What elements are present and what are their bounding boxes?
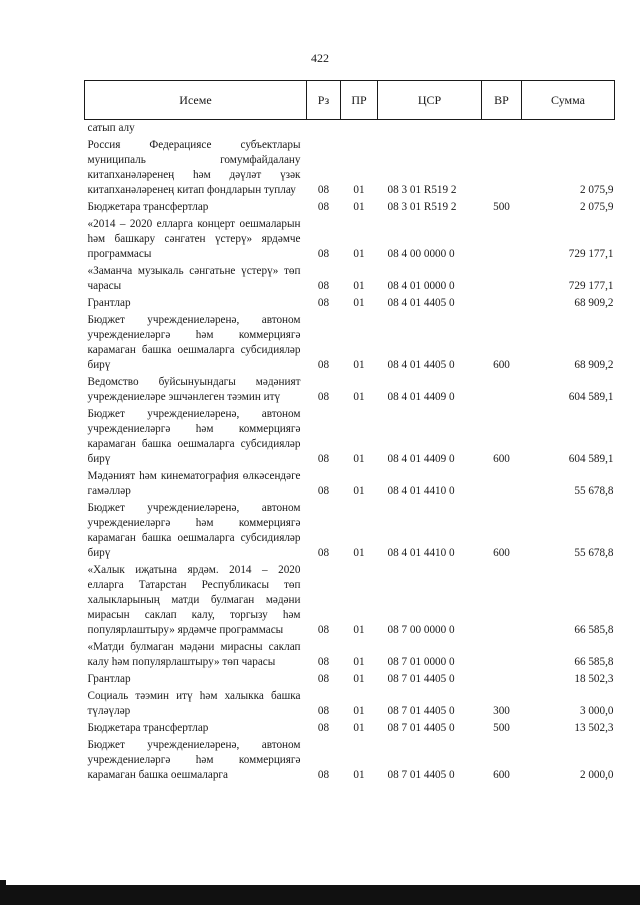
cell-sum: 66 585,8: [574, 624, 614, 636]
cell-name: Бюджет учреждениеләренә, автоном учреждениеләргә һәм коммерциягә карамаган башка оешмаларга субсидияләр бирү: [87, 502, 301, 559]
cell-pr: 01: [353, 673, 365, 685]
cell-vr: [482, 137, 522, 199]
cell-vr: [482, 671, 522, 688]
header-vr: ВР: [482, 81, 522, 120]
table-row: [85, 199, 615, 216]
cell-name: Россия Федерациясе субъектлары муниципаль гомумфайдалану китапханәләренең һәм дәүләт үзәк китапханәләренең китап фондларын туплау: [87, 139, 301, 196]
cell-sum: 2 075,9: [579, 184, 614, 196]
cell-rz: 08: [317, 280, 330, 292]
cell-sum: 604 589,1: [568, 453, 614, 465]
cell-rz: 08: [317, 547, 330, 559]
cell-vr: 600: [493, 547, 510, 559]
cell-vr: 500: [493, 722, 510, 734]
table-row: [85, 295, 615, 312]
cell-name: сатып алу: [87, 122, 135, 134]
cell-vr: 600: [493, 453, 510, 465]
cell-sum: 68 909,2: [574, 297, 614, 309]
cell-sum: 66 585,8: [574, 656, 614, 668]
scan-footer-bar: [0, 885, 640, 905]
cell-pr: 01: [353, 485, 365, 497]
cell-vr: 600: [493, 359, 510, 371]
cell-csr: 08 4 01 4410 0: [387, 485, 455, 497]
cell-name: «Матди булмаган мәдәни мирасны саклап калу һәм популярлаштыру» төп чарасы: [87, 641, 301, 668]
cell-rz: 08: [317, 485, 330, 497]
cell-rz: 08: [317, 722, 330, 734]
cell-csr: 08 4 00 0000 0: [387, 248, 455, 260]
cell-csr: 08 7 01 4405 0: [387, 722, 455, 734]
cell-name: Грантлар: [87, 297, 131, 309]
cell-rz: 08: [317, 705, 330, 717]
cell-vr: [482, 468, 522, 500]
cell-vr: [482, 374, 522, 406]
table-header: [85, 81, 615, 120]
cell-pr: 01: [353, 280, 365, 292]
cell-sum: 55 678,8: [574, 485, 614, 497]
cell-pr: 01: [353, 297, 365, 309]
cell-name: Бюджет учреждениеләренә, автоном учреждениеләргә һәм коммерциягә карамаган башка оешмаларга: [87, 739, 301, 781]
cell-rz: 08: [317, 656, 330, 668]
table-row: [85, 406, 615, 468]
table-row: [85, 737, 615, 784]
cell-pr: 01: [353, 184, 365, 196]
cell-pr: 01: [353, 656, 365, 668]
cell-csr: 08 7 00 0000 0: [387, 624, 455, 636]
cell-pr: 01: [353, 201, 365, 213]
cell-csr: 08 4 01 4405 0: [387, 359, 455, 371]
cell-name: Бюджетара трансфертлар: [87, 722, 209, 734]
table-row: [85, 562, 615, 639]
cell-name: «Заманча музыкаль сәнгатьне үстерү» төп чарасы: [87, 265, 301, 292]
cell-pr: 01: [353, 359, 365, 371]
cell-csr: 08 7 01 4405 0: [387, 705, 455, 717]
table-row: [85, 216, 615, 263]
cell-rz: 08: [317, 184, 330, 196]
cell-rz: 08: [317, 769, 330, 781]
cell-sum: 3 000,0: [579, 705, 614, 717]
cell-pr: 01: [353, 769, 365, 781]
cell-csr: 08 7 01 0000 0: [387, 656, 455, 668]
header-pr: ПР: [341, 81, 378, 120]
cell-name: Бюджет учреждениеләренә, автоном учреждениеләргә һәм коммерциягә карамаган башка оешмаларга субсидияләр бирү: [87, 314, 301, 371]
budget-table: [84, 80, 615, 784]
cell-rz: 08: [317, 201, 330, 213]
table-row: [85, 468, 615, 500]
table-body: [85, 120, 615, 785]
table-row: [85, 374, 615, 406]
table-row: [85, 263, 615, 295]
cell-rz: 08: [317, 248, 330, 260]
cell-sum: 18 502,3: [574, 673, 614, 685]
cell-pr: 01: [353, 248, 365, 260]
cell-csr: 08 3 01 R519 2: [387, 201, 457, 213]
cell-pr: [341, 120, 378, 138]
cell-vr: [482, 216, 522, 263]
table-row: [85, 500, 615, 562]
table-row: [85, 639, 615, 671]
cell-csr: 08 7 01 4405 0: [387, 769, 455, 781]
table-row: [85, 688, 615, 720]
cell-name: Бюджетара трансфертлар: [87, 201, 209, 213]
cell-sum: 13 502,3: [574, 722, 614, 734]
cell-vr: [482, 295, 522, 312]
cell-rz: 08: [317, 359, 330, 371]
cell-csr: 08 4 01 4410 0: [387, 547, 455, 559]
table-row: [85, 312, 615, 374]
cell-csr: 08 4 01 4409 0: [387, 391, 455, 403]
cell-vr: 300: [493, 705, 510, 717]
cell-name: Социаль тәэмин итү һәм халыкка башка түләүләр: [87, 690, 301, 717]
header-rz: Рз: [307, 81, 341, 120]
cell-vr: 500: [493, 201, 510, 213]
header-name: Исеме: [85, 81, 307, 120]
cell-rz: 08: [317, 673, 330, 685]
cell-name: Ведомство буйсынуындагы мәдәният учреждениеләре эшчәнлеген тәэмин итү: [87, 376, 301, 403]
cell-csr: 08 4 01 4405 0: [387, 297, 455, 309]
cell-vr: [482, 639, 522, 671]
cell-sum: 55 678,8: [574, 547, 614, 559]
cell-rz: [307, 120, 341, 138]
table-row: [85, 137, 615, 199]
cell-csr: [378, 120, 482, 138]
cell-pr: 01: [353, 705, 365, 717]
cell-csr: 08 4 01 4409 0: [387, 453, 455, 465]
table-row: [85, 671, 615, 688]
cell-sum: 729 177,1: [568, 280, 614, 292]
cell-rz: 08: [317, 391, 330, 403]
header-sum: Сумма: [522, 81, 615, 120]
cell-sum: 729 177,1: [568, 248, 614, 260]
page-number: 422: [311, 51, 329, 65]
cell-sum: 2 000,0: [579, 769, 614, 781]
table-row: [85, 720, 615, 737]
cell-csr: 08 4 01 0000 0: [387, 280, 455, 292]
table-row: [85, 120, 615, 138]
cell-name: Бюджет учреждениеләренә, автоном учреждениеләргә һәм коммерциягә карамаган башка оешмаларга субсидияләр бирү: [87, 408, 301, 465]
cell-vr: [482, 562, 522, 639]
cell-sum: [522, 120, 615, 138]
cell-name: «2014 – 2020 елларга концерт оешмаларын һәм башкару сәнгатен үстерү» ярдәмче программасы: [87, 218, 301, 260]
cell-name: «Халык иҗатына ярдәм. 2014 – 2020 елларга Татарстан Республикасы төп халыкларының матди булмаган мәдәни мирасын саклап калу, торгызу һәм популярлаштыру» ярдәмче программасы: [87, 564, 301, 636]
cell-pr: 01: [353, 547, 365, 559]
cell-pr: 01: [353, 722, 365, 734]
cell-sum: 604 589,1: [568, 391, 614, 403]
cell-vr: [482, 263, 522, 295]
cell-name: Мәдәният һәм кинематография өлкәсендәге гамәлләр: [87, 470, 301, 497]
cell-rz: 08: [317, 624, 330, 636]
cell-sum: 68 909,2: [574, 359, 614, 371]
cell-csr: 08 7 01 4405 0: [387, 673, 455, 685]
header-csr: ЦСР: [378, 81, 482, 120]
cell-vr: [482, 120, 522, 138]
cell-csr: 08 3 01 R519 2: [387, 184, 457, 196]
cell-pr: 01: [353, 624, 365, 636]
cell-vr: 600: [493, 769, 510, 781]
cell-name: Грантлар: [87, 673, 131, 685]
cell-rz: 08: [317, 297, 330, 309]
cell-pr: 01: [353, 453, 365, 465]
cell-rz: 08: [317, 453, 330, 465]
cell-sum: 2 075,9: [579, 201, 614, 213]
cell-pr: 01: [353, 391, 365, 403]
